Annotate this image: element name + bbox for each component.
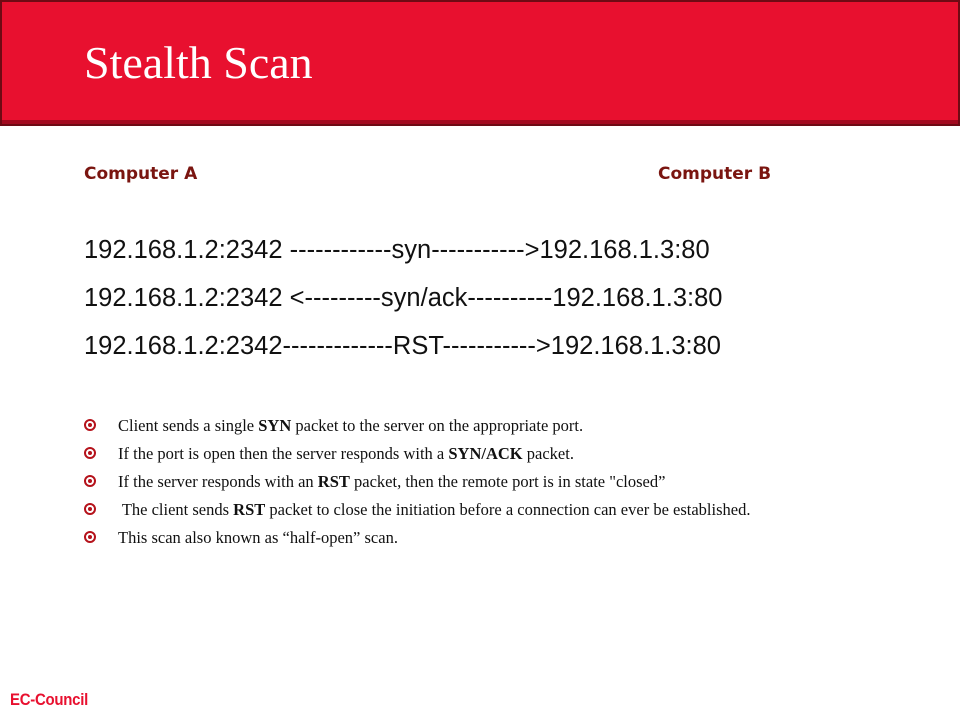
bullet-text: packet to the server on the appropriate port. (291, 416, 584, 435)
bullet-text: packet, then the remote port is in state "closed” (349, 472, 666, 491)
bullet-list (84, 416, 884, 556)
circle-bullet-icon (84, 419, 96, 431)
bullet-bold-term: RST (233, 500, 266, 519)
bullet-text: packet. (522, 444, 574, 463)
bullet-bold-term: SYN (258, 416, 292, 435)
slide-title: Stealth Scan (84, 37, 313, 88)
ec-council-logo: EC-Council (10, 690, 88, 709)
bullet-text: If the port is open then the server responds with a (118, 444, 449, 463)
bullet-text: This scan also known as “half-open” scan. (118, 528, 398, 547)
bullet-item (84, 500, 884, 519)
circle-bullet-icon (84, 531, 96, 543)
circle-bullet-icon (84, 447, 96, 459)
exchange-line-synack: 192.168.1.2:2342 <---------syn/ack----------192.168.1.3:80 (84, 284, 723, 312)
title-bar (0, 0, 960, 126)
bullet-bold-term: SYN/ACK (448, 444, 523, 463)
bullet-text: Client sends a single (118, 416, 259, 435)
bullet-text: If the server responds with an (118, 472, 318, 491)
circle-bullet-icon (84, 503, 96, 515)
computer-b-heading: Computer B (658, 164, 772, 184)
circle-bullet-icon (84, 475, 96, 487)
title-bar-shadow (2, 120, 958, 124)
bullet-item (84, 444, 884, 463)
bullet-item (84, 528, 884, 547)
bullet-item (84, 416, 884, 435)
bullet-text: The client sends (118, 500, 234, 519)
exchange-line-rst: 192.168.1.2:2342-------------RST----------->192.168.1.3:80 (84, 332, 721, 360)
bullet-item (84, 472, 884, 491)
computer-a-heading: Computer A (84, 164, 198, 184)
bullet-bold-term: RST (317, 472, 350, 491)
packet-exchange (84, 226, 722, 370)
bullet-text: packet to close the initiation before a connection can ever be established. (265, 500, 751, 519)
exchange-line-syn: 192.168.1.2:2342 ------------syn----------->192.168.1.3:80 (84, 236, 710, 264)
